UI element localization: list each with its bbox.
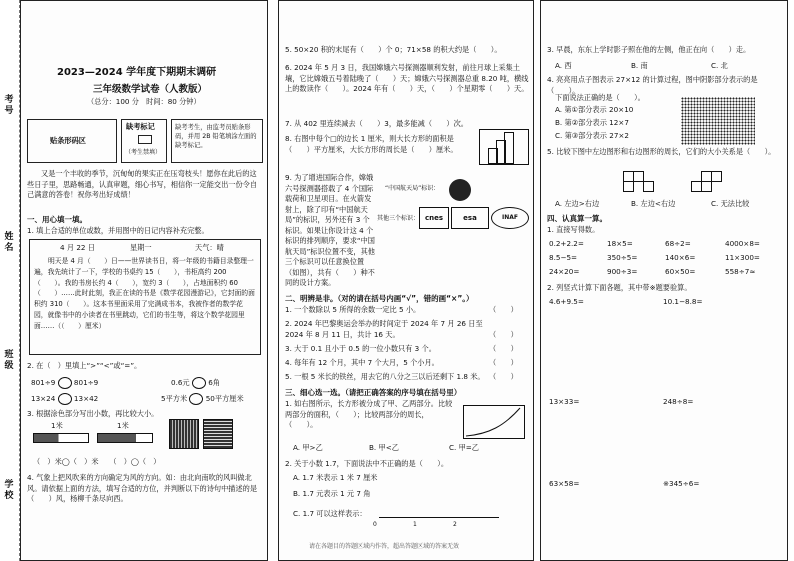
calc-r3c1: 24×20= (549, 267, 580, 276)
exam-subtitle: 三年级数学试卷（人教版） (93, 84, 208, 95)
question-1: 1. 填上合适的单位或数，并用图中的日记内容补充完整。 (27, 226, 209, 235)
q5r-opt-c[interactable]: C. 无法比较 (711, 199, 750, 208)
calc-r2c1: 8.5−5= (549, 253, 578, 262)
q4r-opt-b[interactable]: B. 第②部分表示 12×7 (555, 118, 629, 127)
mc-1-opt-a[interactable]: A. 甲>乙 (293, 443, 323, 452)
exam-title: 2023—2024 学年度下期期末调研 (57, 67, 217, 78)
compare-1 (31, 377, 98, 389)
calc-r3c3: 60×50= (665, 267, 696, 276)
mc-2: 2. 关于小数 1.7，下面说法中不正确的是（ ）。 (285, 459, 449, 468)
question-5r: 5. 比较下图中左边图形和右边图形的周长，它们的大小关系是（ ）。 (547, 147, 776, 156)
exam-number-label: 考号 (4, 95, 14, 116)
diary-text: 明天是 4 月（ ）日——世界读书日，将一年级的书籍目录整理一遍，我先统计了一下，学校的书桌约 15（ ），书柜高约 200（ ）。我的书房长约 4（ ），宽约 3（ ），占地面积约 60（ ）……此时此刻，我正在读的书是《数学花园漫游记》，它封面的面积约 310（ ）。这本书里面采用了完满成书本，我被作者的数学花园，就像书中的小读者在书里跳动，它们的书生等，将这个数学花园里面……（（ ）厘米） (34, 257, 255, 330)
number-line-tick-0: 0 (373, 521, 377, 528)
q3r-opt-b[interactable]: B. 南 (631, 61, 648, 70)
mc-1-opt-c[interactable]: C. 甲=乙 (449, 443, 479, 452)
compare-2-circle[interactable] (192, 377, 206, 389)
page-left (20, 0, 268, 561)
section-2-title: 二、明辨是非。（对的请在括号内画“√”，错的画“×”。） (285, 294, 474, 303)
logo-caption-others: 其他三个标识： (377, 215, 420, 222)
logo-caption-cnsa: “中国航天局”标识： (385, 185, 440, 192)
ruler-label-2: 1米 (117, 421, 129, 430)
absent-checkbox[interactable] (138, 135, 152, 144)
question-7: 7. 从 402 里连续减去（ ）3，最多能减（ ）次。 (285, 119, 468, 128)
right-shape-cell (701, 181, 712, 192)
question-9-top: 9. 为了增进国际合作，嫦娥六号探测器搭载了 4 个国际载荷和卫星项目。在火箭发射上，除了印有“中国航天局”的标识，另外还有 3 个标识。如果让你设计这 4 个标识的排列顺序，要求“中国航天局”标识位置不变，其他三个标识可以任意换位置（如图），共有（ ）种不同的设计方案。 (285, 173, 375, 287)
absent-instructions: 缺考考生，由监考员贴条形码，并用 2B 铅笔填涂左面的缺考标记。 (171, 119, 263, 163)
vert-calc-1: 4.6+9.5= (549, 297, 584, 306)
diary-weather: 天气：晴 (195, 243, 224, 252)
step-3 (504, 132, 514, 164)
mc-2-opt-a[interactable]: A. 1.7 米表示 1 米 7 厘米 (293, 473, 378, 482)
q3r-opt-c[interactable]: C. 北 (711, 61, 728, 70)
barcode-label: 贴条形码区 (50, 136, 86, 145)
section-4-title: 四、认真算一算。 (547, 214, 607, 223)
compare-1-left: 801÷9 (31, 378, 56, 387)
question-2: 2. 在（ ）里填上“>”“<”或“=”。 (27, 361, 142, 370)
compare-1-right: 801÷9 (73, 378, 99, 387)
calc-r3c2: 900÷3= (607, 267, 638, 276)
decimal-grid-1 (169, 419, 199, 449)
q4r-intro: 下面说法正确的是（ ）。 (555, 93, 645, 102)
question-3-blanks[interactable]: （ ）米◯（ ）米 （ ）◯（ ） (33, 457, 161, 466)
diary-box (29, 239, 261, 355)
tf-2-blank[interactable]: （ ） (489, 330, 518, 339)
absent-mark-title: 缺考标记 (126, 122, 155, 131)
q3r-opt-a[interactable]: A. 西 (555, 61, 572, 70)
absent-mark-note: （考生禁填） (125, 149, 162, 156)
diary-date: 4 月 22 日 (60, 243, 95, 252)
section-3-title: 三、细心选一选。（请把正确答案的序号填在括号里） (285, 388, 462, 397)
curve-divider (464, 406, 524, 438)
question-4: 4. 气象上把风吹来的方向确定为风的方向。如：由北向南吹的风叫做北风。请依据上面的方法，填写合适的方位，并判断以下的诗句中描述的是（ ）风，杨柳千条尽向西。 (27, 473, 258, 503)
calc-r2c2: 350÷5= (607, 253, 638, 262)
tf-4: 4. 每年有 12 个月，其中 7 个大月，5 个小月。 (285, 358, 439, 367)
section-1-title: 一、用心填一填。 (27, 215, 87, 224)
mc-2-opt-c[interactable]: C. 1.7 可以这样表示： (293, 509, 367, 518)
compare-4-left: 5平方米 (161, 394, 188, 403)
exam-info: （总分：100 分 时间：80 分钟） (87, 97, 201, 106)
compare-3-left: 13×24 (31, 394, 56, 403)
question-4r: 4. 亮亮用点子图表示 27×12 的计算过程，图中阴影部分表示的是（ ）。 (547, 75, 758, 95)
page-middle (278, 0, 534, 561)
number-line-tick-1: 1 (413, 521, 417, 528)
class-label: 班级 (4, 350, 14, 371)
compare-4-right: 50平方厘米 (205, 394, 244, 403)
rectangle-figure (463, 405, 525, 439)
q5r-opt-a[interactable]: A. 左边>右边 (555, 199, 600, 208)
tf-3-blank[interactable]: （ ） (489, 344, 518, 353)
dot-array-figure (681, 97, 755, 145)
number-line-tick-2: 2 (453, 521, 457, 528)
mc-1: 1. 如右图所示，长方形被分成了甲、乙两部分。比较两部分的面积，（ ）；比较两部分的周长，（ ）。 (285, 399, 453, 429)
mc-2-opt-b[interactable]: B. 1.7 元表示 1 元 7 角 (293, 489, 371, 498)
compare-1-circle[interactable] (58, 377, 72, 389)
question-8: 8. 右图中每个□的边长 1 厘米，则大长方形的面积是（ ）平方厘米，大长方形的周长是（ ）厘米。 (285, 134, 458, 154)
tf-3: 3. 大于 0.1 且小于 0.5 的一位小数只有 3 个。 (285, 344, 436, 353)
calc-r1c1: 0.2+2.2= (549, 239, 584, 248)
number-line (379, 517, 499, 518)
inaf-logo-icon: INAF (491, 207, 529, 229)
question-3: 3. 根据涂色部分写出小数，再比较大小。 (27, 409, 159, 418)
binding-gutter (0, 0, 20, 561)
direct-calc-title: 1. 直接写得数。 (547, 225, 600, 234)
left-shape-cell (623, 181, 634, 192)
question-3r: 3. 早晨，东东上学时影子照在他的左侧，他正在向（ ）走。 (547, 45, 751, 54)
q4r-opt-c[interactable]: C. 第③部分表示 27×2 (555, 131, 629, 140)
page-right (540, 0, 788, 561)
vert-calc-3: 13×33= (549, 397, 580, 406)
calc-r1c4: 4000×8= (725, 239, 760, 248)
right-shape-cell (711, 171, 722, 182)
compare-2-right: 6角 (208, 378, 220, 387)
compare-2 (171, 377, 220, 389)
barcode-area (27, 119, 117, 163)
esa-logo-icon: esa (451, 207, 489, 229)
calc-r3c4: 558÷7≈ (725, 267, 756, 276)
tf-4-blank[interactable]: （ ） (489, 358, 518, 367)
compare-3 (31, 393, 98, 405)
compare-3-right: 13×42 (73, 394, 99, 403)
calc-r1c3: 68÷2= (665, 239, 691, 248)
intro-text: 又是一个丰收的季节，沉甸甸的果实正在压弯枝头！愿你在此后的这些日子里，思路畅通，认真审题，细心书写，相信你一定能交出一份令自己满意的答卷！祝你考出好成绩！ (27, 169, 258, 199)
compare-3-circle[interactable] (58, 393, 72, 405)
staircase-figure (479, 129, 529, 165)
question-6: 6. 2024 年 5 月 3 日，我国嫦娥六号探测器顺利发射，前往月球上采集土壤，它比嫦娥五号着陆晚了（ ）天；嫦娥六号探测器总重 8.20 吨，横线上的数读作（ ）。2024 年有（ ）天，（ ）个星期零（ ）天。 (285, 63, 529, 93)
right-shape-figure (691, 171, 735, 193)
cnes-logo-icon: cnes (419, 207, 449, 229)
calc-r2c4: 11×300= (725, 253, 760, 262)
left-shape-cell (643, 181, 654, 192)
tf-5-blank[interactable]: （ ） (489, 372, 518, 381)
absent-mark-box (121, 119, 167, 163)
q4r-opt-a[interactable]: A. 第①部分表示 20×10 (555, 105, 634, 114)
vert-calc-6: ※345÷6= (663, 479, 700, 488)
question-5: 5. 50×20 积的末尾有（ ）个 0；71×58 的积大约是（ ）。 (285, 45, 502, 54)
tf-1-blank[interactable]: （ ） (489, 305, 518, 314)
compare-4-circle[interactable] (189, 393, 203, 405)
tf-1: 1. 一个数除以 5 所得的余数一定比 5 小。 (285, 305, 421, 314)
compare-2-left: 0.6元 (171, 378, 190, 387)
diary-weekday: 星期一 (130, 243, 152, 252)
calc-r1c2: 18×5= (607, 239, 633, 248)
vert-calc-4: 248÷8= (663, 397, 694, 406)
mc-1-opt-b[interactable]: B. 甲<乙 (369, 443, 399, 452)
footer-note: 请在各题目的答题区域内作答，超出答题区域的答案无效 (309, 543, 460, 550)
vert-calc-5: 63×58= (549, 479, 580, 488)
tf-5: 5. 一根 5 米长的铁丝，用去它的八分之三以后还剩下 1.8 米。 (285, 372, 485, 381)
left-shape-figure (623, 171, 667, 193)
ruler-label-1: 1米 (51, 421, 63, 430)
name-label: 姓名 (4, 232, 14, 253)
cnsa-logo-icon (449, 179, 471, 201)
q5r-opt-b[interactable]: B. 左边<右边 (631, 199, 676, 208)
decimal-grid-2 (203, 419, 233, 449)
column-calc-title: 2. 列竖式计算下面各题，其中带※题要验算。 (547, 283, 692, 292)
compare-4 (161, 393, 244, 405)
calc-r2c3: 140×6= (665, 253, 696, 262)
vert-calc-2: 10.1−8.8= (663, 297, 703, 306)
ruler-bar-2 (97, 433, 153, 443)
school-label: 学校 (4, 480, 14, 501)
ruler-bar-1 (33, 433, 89, 443)
tf-2: 2. 2024 年巴黎奥运会举办的时间定于 2024 年 7 月 26 日至 2024 年 8 月 11 日，共计 16 天。 (285, 319, 483, 339)
